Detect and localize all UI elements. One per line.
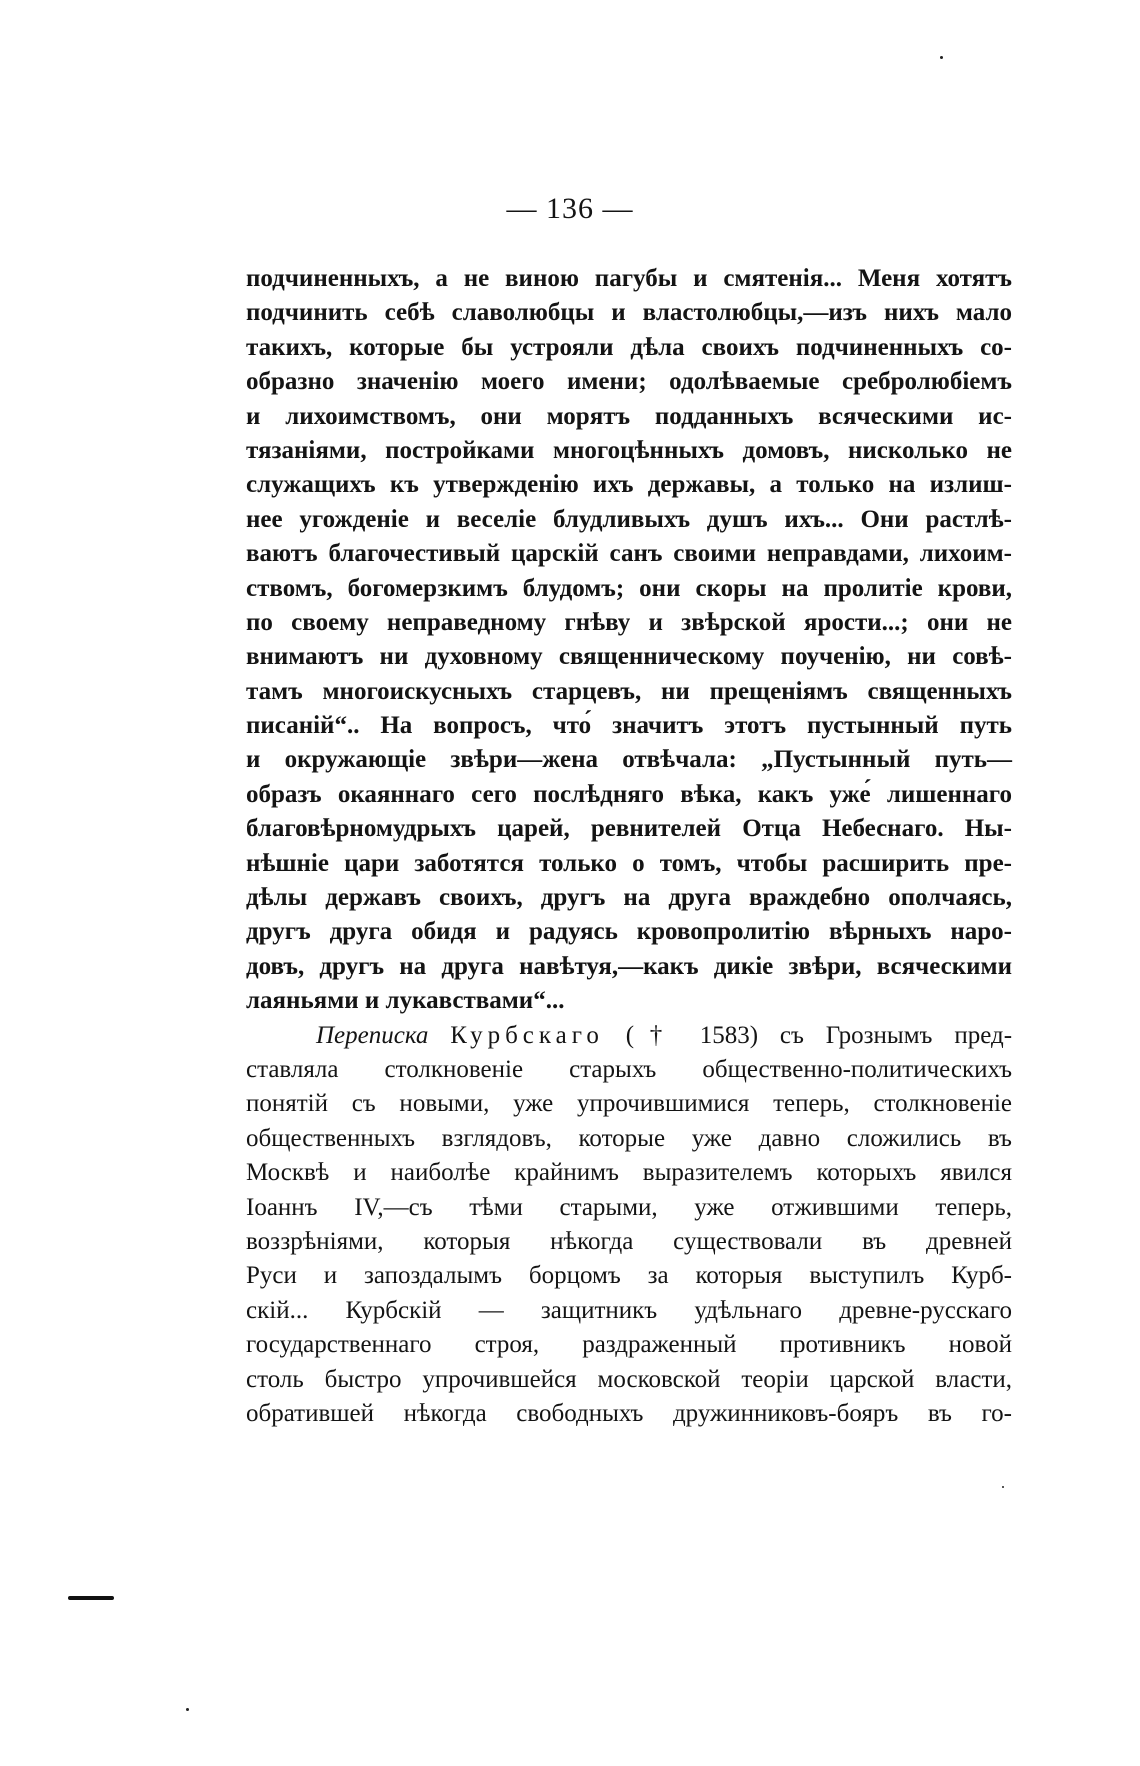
text-line: тязаніями, постройками многоцѣнныхъ домовъ, нисколько не (246, 436, 1012, 464)
text-line: подчинить себѣ славолюбцы и властолюбцы,—изъ нихъ мало (246, 299, 1012, 327)
scan-speck (940, 56, 943, 59)
text-line: столь быстро упрочившейся московской теоріи царской власти, (246, 1365, 1012, 1393)
lead-rest: († 1583) съ Грознымъ пред- (625, 1021, 1013, 1049)
text-line: воззрѣніями, которыя нѣкогда существовали въ древней (246, 1227, 1012, 1255)
paragraph-lead-line (246, 1019, 1012, 1053)
lead-italic: Переписка (316, 1021, 429, 1049)
text-line: благовѣрномудрыхъ царей, ревнителей Отца Небеснаго. Ны- (246, 815, 1012, 843)
text-line: внимаютъ ни духовному священническому поученію, ни совѣ- (246, 643, 1012, 671)
text-line: подчиненныхъ, а не виною пагубы и смятенія... Меня хотятъ (246, 265, 1012, 292)
text-line: и окружающіе звѣри—жена отвѣчала: „Пустынный путь— (246, 746, 1012, 774)
lead-spaced-name: Курбскаго (450, 1021, 604, 1049)
text-line: довъ, другъ на друга навѣтуя,—какъ дикіе звѣри, всяческими (246, 952, 1012, 980)
text-line: нѣшніе цари заботятся только о томъ, чтобы расширить пре- (246, 849, 1012, 877)
page-number: — 136 — (506, 192, 634, 225)
text-line: и лихоимствомъ, они морятъ подданныхъ всяческими ис- (246, 402, 1012, 430)
text-line: писаній“.. На вопросъ, что́ значитъ этотъ пустынный путь (246, 712, 1012, 740)
text-line: образъ окаяннаго сего послѣдняго вѣка, какъ уже́ лишеннаго (246, 780, 1012, 808)
text-line: такихъ, которые бы устрояли дѣла своихъ подчиненныхъ со- (246, 333, 1012, 361)
scan-speck (186, 1708, 189, 1711)
text-line: тамъ многоискусныхъ старцевъ, ни прещеніямъ священныхъ (246, 677, 1012, 705)
text-line: скій... Курбскій — защитникъ удѣльнаго древне-русскаго (246, 1296, 1012, 1324)
text-line: нее угожденіе и веселіе блудливыхъ душъ ихъ... Они растлѣ- (246, 505, 1012, 533)
margin-rule-mark (68, 1596, 114, 1600)
text-line: ствомъ, богомерзкимъ блудомъ; они скоры на пролитіе крови, (246, 574, 1012, 602)
text-line: Руси и запоздалымъ борцомъ за которыя выступилъ Курб- (246, 1262, 1012, 1290)
text-line: обратившей нѣкогда свободныхъ дружинниковъ-бояръ въ го- (246, 1399, 1012, 1427)
text-line: служащихъ къ утвержденію ихъ державы, а только на излиш- (246, 471, 1012, 499)
text-line: ставляла столкновеніе старыхъ общественно-политическихъ (246, 1055, 1012, 1083)
body-text (246, 262, 1012, 1431)
text-line: государственнаго строя, раздраженный противникъ новой (246, 1331, 1012, 1359)
text-line: Москвѣ и наиболѣе крайнимъ выразителемъ которыхъ явился (246, 1159, 1012, 1187)
text-line: образно значенію моего имени; одолѣваемые сребролюбіемъ (246, 368, 1012, 396)
text-line: Іоаннъ IV,—съ тѣми старыми, уже отжившими теперь, (246, 1193, 1012, 1221)
text-line: лаяньями и лукавствами“... (246, 987, 565, 1015)
text-line: дѣлы державъ своихъ, другъ на друга враждебно ополчаясь, (246, 884, 1012, 912)
text-line: общественныхъ взглядовъ, которые уже давно сложились въ (246, 1124, 1012, 1152)
text-line: понятій съ новыми, уже упрочившимися теперь, столкновеніе (246, 1090, 1012, 1118)
text-line: ваютъ благочестивый царскій санъ своими неправдами, лихоим- (246, 540, 1012, 568)
text-line: по своему неправедному гнѣву и звѣрской ярости...; они не (246, 608, 1012, 636)
scan-speck (1002, 1486, 1004, 1488)
text-line: другъ друга обидя и радуясь кровопролитію вѣрныхъ наро- (246, 918, 1012, 946)
